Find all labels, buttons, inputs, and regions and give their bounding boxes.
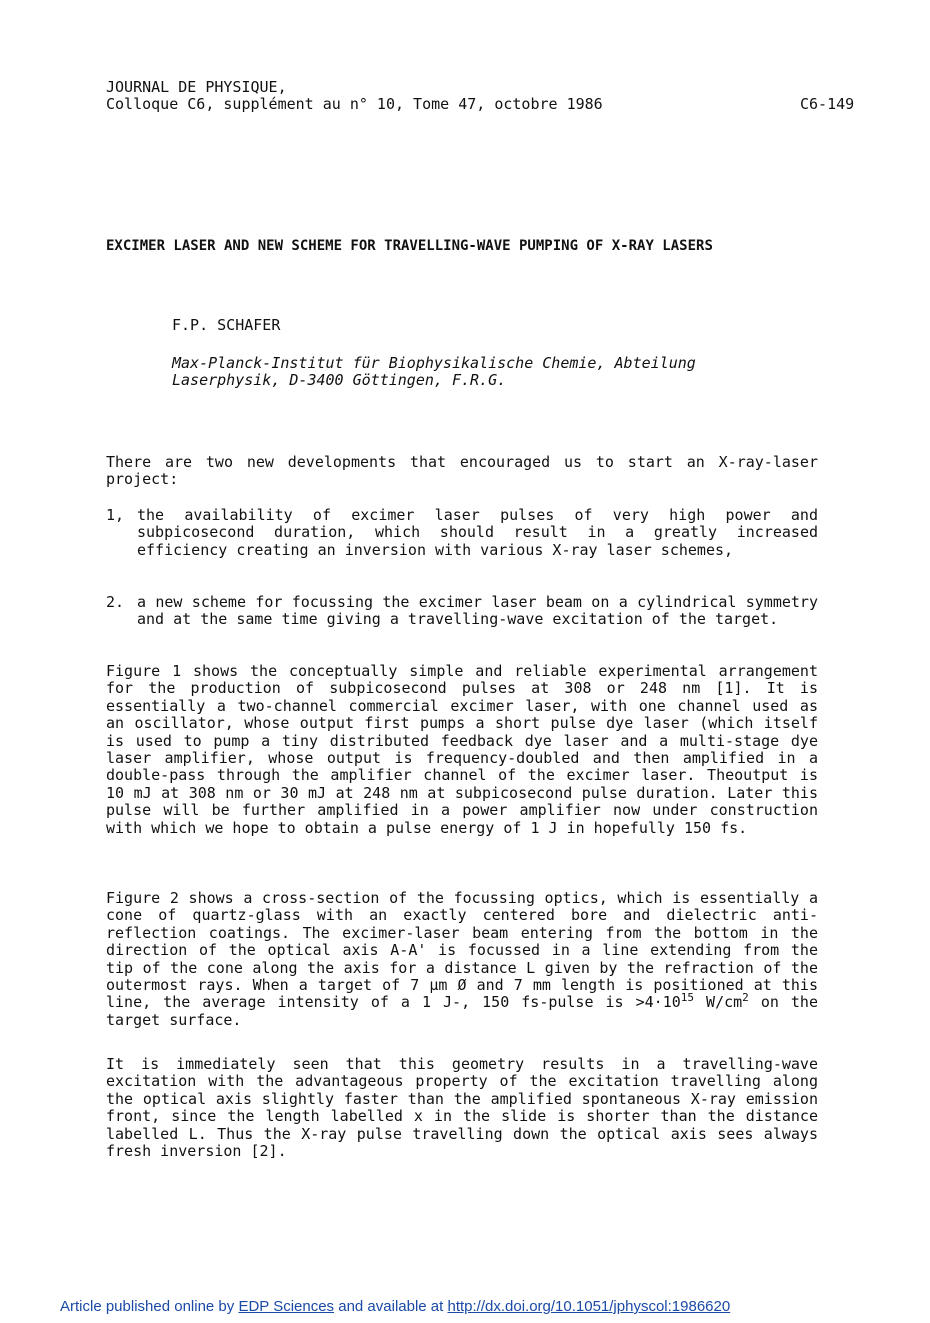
paragraph-geometry: It is immediately seen that this geometry results in a travelling-wave excitation with the advantageous property of the excitation travelling along the optical axis slightly faster than the amplified spontaneous X-ray emission front, since the length labelled x in the slide is shorter than the distance labelled L. Thus the X-ray pulse travelling down the optical axis sees always fresh inversion [2]. <box>106 1055 818 1161</box>
publication-footer <box>60 1298 730 1315</box>
publisher-link[interactable]: EDP Sciences <box>238 1298 335 1315</box>
list-number: 2. <box>106 593 125 611</box>
list-text: the availability of excimer laser pulses of very high power and subpicosecond duration, which should result in a greatly increased efficiency creating an inversion with various X-ray laser schemes, <box>137 506 818 559</box>
footer-text: and available at <box>334 1298 448 1315</box>
journal-header <box>106 79 603 114</box>
exponent: 2 <box>742 991 749 1005</box>
journal-issue: Colloque C6, supplément au n° 10, Tome 47, octobre 1986 <box>106 95 603 114</box>
intro-paragraph: There are two new developments that encouraged us to start an X-ray-laser project: <box>106 453 818 489</box>
list-item <box>106 507 818 559</box>
paragraph-text: on the target surface. <box>106 993 818 1029</box>
article-title: EXCIMER LASER AND NEW SCHEME FOR TRAVELLING-WAVE PUMPING OF X-RAY LASERS <box>106 238 713 254</box>
affiliation-line: Laserphysik, D-3400 Göttingen, F.R.G. <box>172 371 507 390</box>
paragraph-text: Figure 2 shows a cross-section of the focussing optics, which is essentially a cone of quartz-glass with an exactly centered bore and dielectric anti-reflection coatings. The excimer-laser beam entering from the bottom in the direction of the optical axis A-A' is focussed in a line extending from the tip of the cone along the axis for a distance L given by the refraction of the outermost rays. When a target of 7 µm Ø and 7 mm length is positioned at this line, the average intensity of a 1 J-, 150 fs-pulse is >4·10 <box>106 889 818 1012</box>
journal-name: JOURNAL DE PHYSIQUE, <box>106 78 287 96</box>
page-number: C6-149 <box>800 95 855 113</box>
unit-text: W/cm <box>694 993 743 1012</box>
exponent: 15 <box>680 991 695 1005</box>
list-number: 1, <box>106 506 125 524</box>
list-text: a new scheme for focussing the excimer laser beam on a cylindrical symmetry and at the same time giving a travelling-wave excitation of the target. <box>137 593 818 629</box>
author: F.P. SCHAFER <box>172 316 281 334</box>
footer-text: Article published online by <box>60 1298 239 1315</box>
affiliation-line: Max-Planck-Institut für Biophysikalische Chemie, Abteilung <box>172 354 696 372</box>
list-item <box>106 594 818 629</box>
affiliation <box>172 355 832 390</box>
paragraph-figure2 <box>106 890 818 1029</box>
doi-link[interactable]: http://dx.doi.org/10.1051/jphyscol:1986620 <box>447 1298 731 1315</box>
paragraph-figure1: Figure 1 shows the conceptually simple and reliable experimental arrangement for the production of subpicosecond pulses at 308 or 248 nm [1]. It is essentially a two-channel commercial excimer laser, with one channel used as an oscillator, whose output first pumps a short pulse dye laser (which itself is used to pump a tiny distributed feedback dye laser and a multi-stage dye laser amplifier, whose output is frequency-doubled and then amplified in a double-pass through the amplifier channel of the excimer laser. Theoutput is 10 mJ at 308 nm or 30 mJ at 248 nm at subpicosecond pulse duration. Later this pulse will be further amplified in a power amplifier now under construction with which we hope to obtain a pulse energy of 1 J in hopefully 150 fs. <box>106 662 818 837</box>
